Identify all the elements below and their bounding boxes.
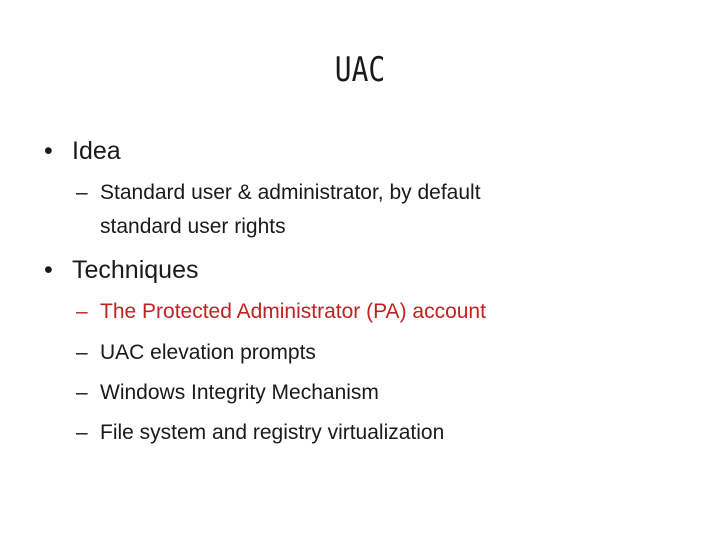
- bullet-heading-techniques: Techniques: [72, 256, 199, 284]
- bullet-marker: •: [44, 256, 53, 284]
- slide-title: UAC: [334, 50, 386, 90]
- dash-marker: –: [76, 421, 88, 444]
- sub-bullet-text: File system and registry virtualization: [100, 421, 445, 444]
- sub-bullet-line: standard user rights: [100, 215, 286, 238]
- bullet-marker: •: [44, 137, 53, 165]
- sub-bullet-techniques-1: [76, 295, 486, 329]
- sub-bullet-techniques-3: [76, 376, 379, 410]
- sub-bullet-techniques-2: [76, 336, 316, 370]
- sub-bullet-techniques-4: [76, 416, 445, 450]
- dash-marker: –: [76, 300, 88, 323]
- bullet-techniques: [44, 255, 198, 285]
- dash-marker: –: [76, 381, 88, 404]
- bullet-heading-idea: Idea: [72, 137, 121, 165]
- sub-bullet-text: UAC elevation prompts: [100, 341, 316, 364]
- sub-bullet-text: The Protected Administrator (PA) account: [100, 300, 486, 323]
- bullet-idea: [44, 136, 121, 166]
- sub-bullet-line: Standard user & administrator, by default: [100, 181, 481, 204]
- dash-marker: –: [76, 181, 88, 204]
- dash-marker: –: [76, 341, 88, 364]
- sub-bullet-text: Windows Integrity Mechanism: [100, 381, 379, 404]
- sub-bullet-idea-1: [76, 176, 481, 244]
